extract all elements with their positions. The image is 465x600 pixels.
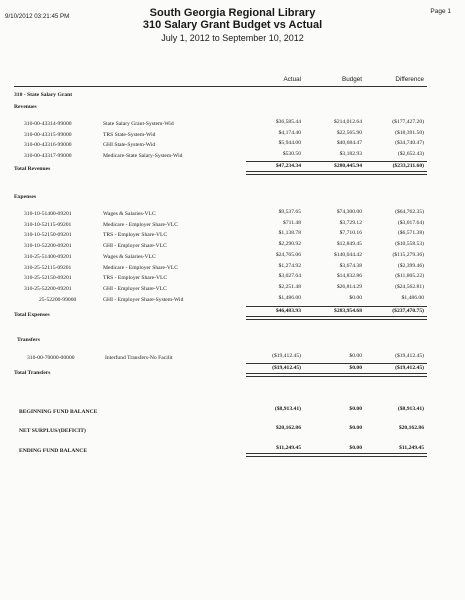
header-rule (14, 86, 427, 87)
report-title-line1: South Georgia Regional Library (149, 7, 316, 19)
account-description: Wages & Salaries-VLC (103, 211, 156, 217)
actual-amount: $5,944.00 (278, 140, 301, 146)
total-expenses-budget: $283,954.68 (334, 308, 362, 314)
account-number: 310-00-43314-99000 (24, 121, 72, 127)
actual-amount: $2,251.48 (278, 283, 301, 290)
column-header-actual: Actual (283, 76, 301, 83)
difference-amount: ($115,279.36) (392, 251, 424, 258)
difference-amount: ($18,391.50) (395, 129, 424, 136)
difference-amount: ($2,652.43) (397, 150, 424, 157)
account-description: Interfund Transfers-No Facilit (105, 355, 173, 361)
section-heading-revenues: Revenues (14, 104, 37, 110)
difference-amount: ($11,805.22) (395, 273, 424, 280)
fund-title: 310 - State Salary Grant (14, 92, 73, 98)
account-number: 310-00-43315-99000 (24, 131, 72, 138)
total-expenses-label: Total Expenses (14, 312, 50, 318)
expenses-subtotal-rule (246, 306, 427, 307)
account-description: Medicare - Employer Share-VLC (103, 221, 179, 228)
budget-amount: $74,300.00 (336, 209, 362, 215)
account-description: TRS - Employer Share-VLC (103, 232, 168, 239)
summary-budget: $0.00 (349, 406, 362, 412)
total-revenues-difference: ($233,211.60) (392, 163, 424, 169)
actual-amount: $24,765.06 (275, 251, 301, 258)
difference-amount: ($10,558.53) (395, 241, 424, 248)
difference-amount: ($64,762.35) (395, 209, 424, 215)
summary-budget: $0.00 (349, 425, 362, 431)
total-revenues-label: Total Revenues (14, 166, 51, 172)
difference-amount: ($34,740.47) (395, 140, 424, 146)
actual-amount: $1,138.78 (278, 230, 301, 237)
actual-amount: $9,537.65 (278, 209, 301, 215)
account-number: 310-10-52200-09201 (24, 243, 72, 250)
budget-amount: $0.00 (349, 353, 362, 359)
budget-amount: $22,565.90 (336, 129, 362, 136)
account-description: GHI - Employer Share-VLC (103, 285, 167, 292)
account-number: 310-00-70000-00000 (27, 355, 75, 361)
summary-label: NET SURPLUS/(DEFICIT) (19, 428, 86, 434)
total-transfers-label: Total Transfers (14, 370, 51, 376)
revenues-subtotal-rule (246, 161, 427, 162)
budget-amount: $140,044.42 (334, 251, 362, 258)
total-revenues-actual: $47,234.34 (275, 163, 301, 169)
expenses-total-rule (246, 316, 427, 320)
account-description: GHI State-System-Wid (103, 142, 156, 148)
account-description: TRS - Employer Share-VLC (103, 275, 168, 282)
transfers-total-rule (246, 373, 427, 377)
column-header-difference: Difference (395, 76, 424, 83)
report-timestamp: 9/10/2012 03:21:45 PM (5, 13, 70, 20)
summary-difference: $11,249.45 (399, 445, 424, 451)
difference-amount: ($6,571.38) (397, 230, 424, 237)
report-title-line2: 310 Salary Grant Budget vs Actual (142, 19, 323, 31)
account-description: TRS State-System-Wid (103, 131, 156, 138)
difference-amount: ($19,412.45) (395, 353, 424, 359)
difference-amount: ($2,399.46) (397, 262, 424, 269)
budget-amount: $3,674.38 (339, 262, 362, 269)
actual-amount: $2,290.92 (278, 241, 301, 248)
budget-amount: $3,729.12 (339, 219, 362, 226)
account-description: Wages & Salaries-VLC (103, 253, 156, 260)
actual-amount: $711.48 (283, 219, 301, 226)
revenues-total-rule (246, 171, 427, 175)
summary-label: ENDING FUND BALANCE (19, 448, 88, 454)
section-heading-expenses: Expenses (14, 194, 37, 200)
total-transfers-actual: ($19,412.45) (272, 365, 301, 371)
account-number: 310-10-52150-09201 (24, 232, 72, 239)
actual-amount: $530.50 (282, 150, 301, 157)
account-description: GHI - Employer Share-VLC (103, 243, 167, 250)
difference-amount: ($24,562.81) (395, 283, 424, 290)
account-number: 310-10-52115-09201 (24, 221, 72, 228)
actual-amount: $1,274.92 (278, 262, 301, 269)
total-expenses-difference: ($237,470.75) (392, 308, 424, 314)
budget-amount: $40,684.47 (336, 140, 362, 146)
budget-amount: $7,710.16 (339, 230, 362, 237)
summary-budget: $0.00 (349, 445, 362, 451)
account-number: 310-10-51400-09201 (24, 211, 72, 217)
account-number: 310-25-52115-09201 (24, 264, 72, 271)
ending-balance-total-rule (246, 453, 427, 457)
total-expenses-actual: $46,483.93 (275, 308, 301, 314)
total-transfers-difference: ($19,412.45) (395, 365, 424, 371)
actual-amount: ($19,412.45) (272, 353, 301, 359)
budget-amount: $214,012.64 (334, 119, 362, 125)
actual-amount: $36,585.44 (275, 119, 301, 125)
page-number: Page 1 (430, 8, 451, 15)
account-number: 25-52200-99000 (39, 296, 77, 303)
actual-amount: $1,486.00 (278, 294, 301, 301)
difference-amount: ($3,017.64) (397, 219, 424, 226)
summary-actual: ($8,913.41) (274, 406, 301, 412)
difference-amount: ($177,427.20) (392, 119, 424, 125)
account-description: GHI - Employer Share-System-Wid (103, 296, 184, 303)
actual-amount: $3,027.64 (278, 273, 301, 280)
budget-amount: $14,832.86 (336, 273, 362, 280)
summary-difference: ($8,913.41) (397, 406, 424, 412)
report-date-range: July 1, 2012 to September 10, 2012 (161, 33, 304, 43)
budget-amount: $12,849.45 (336, 241, 362, 248)
actual-amount: $4,174.40 (278, 129, 301, 136)
account-number: 310-25-52150-09201 (24, 275, 72, 282)
total-revenues-budget: $280,445.94 (334, 163, 362, 169)
budget-amount: $0.00 (349, 294, 362, 301)
account-number: 310-00-43316-99000 (24, 142, 72, 148)
summary-actual: $11,249.45 (276, 445, 301, 451)
account-description: Medicare - Employer Share-VLC (103, 264, 179, 271)
difference-amount: $1,486.00 (401, 294, 424, 301)
account-number: 310-25-51400-09201 (24, 253, 72, 260)
summary-label: BEGINNING FUND BALANCE (19, 409, 98, 415)
budget-amount: $3,182.93 (339, 150, 362, 157)
summary-difference: $20,162.86 (398, 425, 424, 431)
account-number: 310-25-52200-09201 (24, 285, 72, 292)
account-description: Medicare-State Salary-System-Wid (103, 152, 183, 159)
total-transfers-budget: $0.00 (349, 365, 362, 371)
budget-amount: $26,814.29 (336, 283, 362, 290)
section-heading-transfers: Transfers (17, 337, 40, 343)
transfers-subtotal-rule (246, 363, 427, 364)
summary-actual: $20,162.86 (275, 425, 301, 431)
account-description: State Salary Grant-System-Wid (103, 121, 174, 127)
column-header-budget: Budget (342, 76, 362, 83)
account-number: 310-00-43317-99000 (24, 152, 72, 159)
